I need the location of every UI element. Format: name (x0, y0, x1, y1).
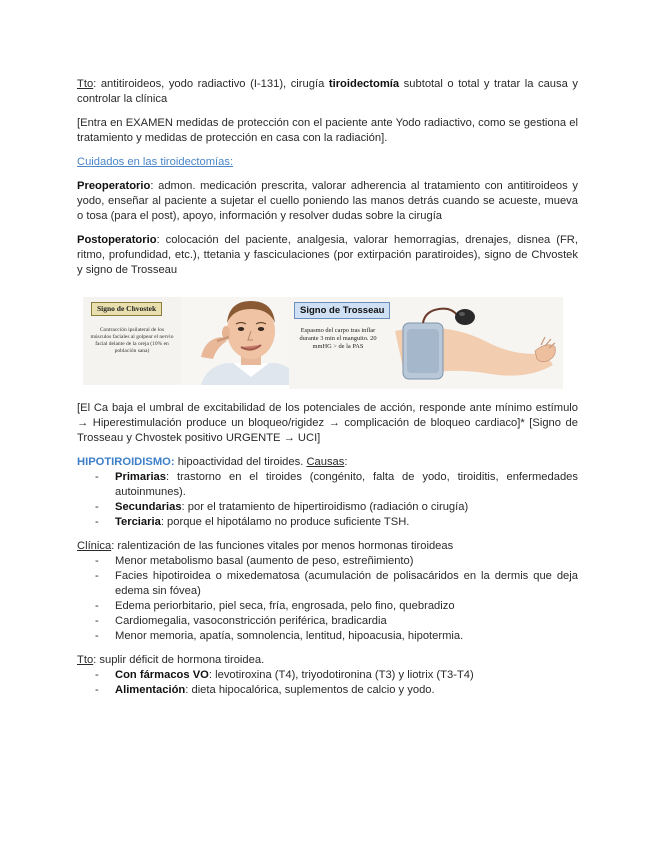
causa-label: Terciaria (115, 516, 161, 528)
list-item (77, 500, 578, 515)
list-item (77, 683, 578, 698)
tto-text-b: subtotal o total y tratar la causa y controlar la clínica (77, 78, 579, 105)
clinica-text: : ralentización de las funciones vitales por menos hormonas tiroideas (111, 540, 454, 552)
trosseau-arm-illustration (385, 301, 561, 389)
clinica-list (77, 554, 578, 644)
preop-label: Preoperatorio (77, 180, 151, 192)
calcium-note: [El Ca baja el umbral de excitabilidad de los potenciales de acción, responde ante mínimo estímulo → Hiperestimulación produce un bloqueo/rigidez → complicación de bloqueo cardiaco]* [Signo de Trosseau y Chvostek positivo URGENTE → UCI] (77, 402, 578, 444)
tto-label: Tto (77, 78, 94, 90)
preop-paragraph (77, 179, 578, 224)
chvostek-figure (83, 297, 320, 385)
hipotiroidismo-paragraph (77, 455, 578, 470)
list-item (77, 515, 578, 530)
hipotiroidismo-text: hipoactividad del tiroides. (174, 456, 307, 468)
tto2-label: Tto (77, 654, 94, 666)
tto2-item-label: Alimentación (115, 684, 186, 696)
causa-label: Primarias (115, 471, 166, 483)
cuidados-heading[interactable] (77, 155, 578, 170)
tto2-text: : suplir déficit de hormona tiroidea. (93, 654, 265, 666)
trosseau-caption: Espasmo del carpo tras inflar durante 3 min el manguito. 20 mmHG > de la PAS (299, 327, 377, 350)
clinica-paragraph (77, 539, 578, 554)
list-item (77, 470, 578, 500)
exam-note: [Entra en EXAMEN medidas de protección con el paciente ante Yodo radiactivo, como se gestiona el tratamiento y medidas de protección en casa con la radiación]. (77, 117, 578, 144)
list-item: - Edema periorbitario, piel seca, fría, engrosada, pelo fino, quebradizo (77, 599, 578, 614)
list-item: - Facies hipotiroidea o mixedematosa (acumulación de polisacáridos en la dermis que deja edema sin fóvea) (77, 569, 578, 599)
causas-colon: : (344, 456, 348, 468)
trosseau-title: Signo de Trosseau (294, 302, 390, 319)
tto2-item-text: : levotiroxina (T4), triyodotironina (T3) y liotrix (T3-T4) (208, 669, 474, 681)
preop-text: : admon. medicación prescrita, valorar adherencia al tratamiento con antitiroideos y yodo, enseñar al paciente a sujetar el cuello poniendo las manos detrás cuando se acueste, mueva o tosa (para el post), apoyo, información y resolver dudas sobre la cirugía (77, 180, 578, 222)
trosseau-figure (289, 297, 563, 389)
tto-hyper-paragraph (77, 77, 578, 107)
clinica-label: Clínica (77, 540, 112, 552)
postop-paragraph (77, 233, 578, 278)
tto2-item-label: Con fármacos VO (115, 669, 209, 681)
chvostek-caption: Contracción ipsilateral de los músculos faciales al golpear el nervio facial delante de la oreja (10% en población sana) (90, 327, 174, 354)
figures-row (77, 297, 578, 393)
tto2-list (77, 668, 578, 698)
list-item: - Cardiomegalia, vasoconstricción periférica, bradicardia (77, 614, 578, 629)
tto2-item-text: : dieta hipocalórica, suplementos de calcio y yodo. (185, 684, 435, 696)
causa-label: Secundarias (115, 501, 182, 513)
causas-list (77, 470, 578, 530)
hipotiroidismo-title: HIPOTIROIDISMO: (77, 456, 175, 468)
postop-label: Postoperatorio (77, 234, 157, 246)
tto-hypo-paragraph (77, 653, 578, 668)
list-item: - Menor metabolismo basal (aumento de peso, estreñimiento) (77, 554, 578, 569)
tto-text-a: : antitiroideos, yodo radiactivo (I-131), cirugía (93, 78, 329, 90)
causa-text: : por el tratamiento de hipertiroidismo (radiación o cirugía) (181, 501, 469, 513)
chvostek-title: Signo de Chvostek (91, 302, 162, 316)
list-item (77, 668, 578, 683)
tto-bold: tiroidectomía (328, 78, 400, 90)
cuidados-link[interactable]: Cuidados en las tiroidectomías: (77, 156, 234, 168)
causa-text: : trastorno en el tiroides (congénito, falta de yodo, tiroiditis, enfermedades autoinmunes). (115, 471, 578, 498)
postop-text: : colocación del paciente, analgesia, valorar hemorragias, drenajes, disnea (FR, ritmo, profundidad, etc.), ttetania y fasciculaciones (por extirpación paratiroides), signo de Chvostek y signo de Trosseau (77, 234, 578, 276)
document-page (77, 77, 578, 698)
list-item: - Menor memoria, apatía, somnolencia, lentitud, hipoacusia, hipotermia. (77, 629, 578, 644)
causas-label: Causas (306, 456, 345, 468)
causa-text: : porque el hipotálamo no produce suficiente TSH. (160, 516, 410, 528)
